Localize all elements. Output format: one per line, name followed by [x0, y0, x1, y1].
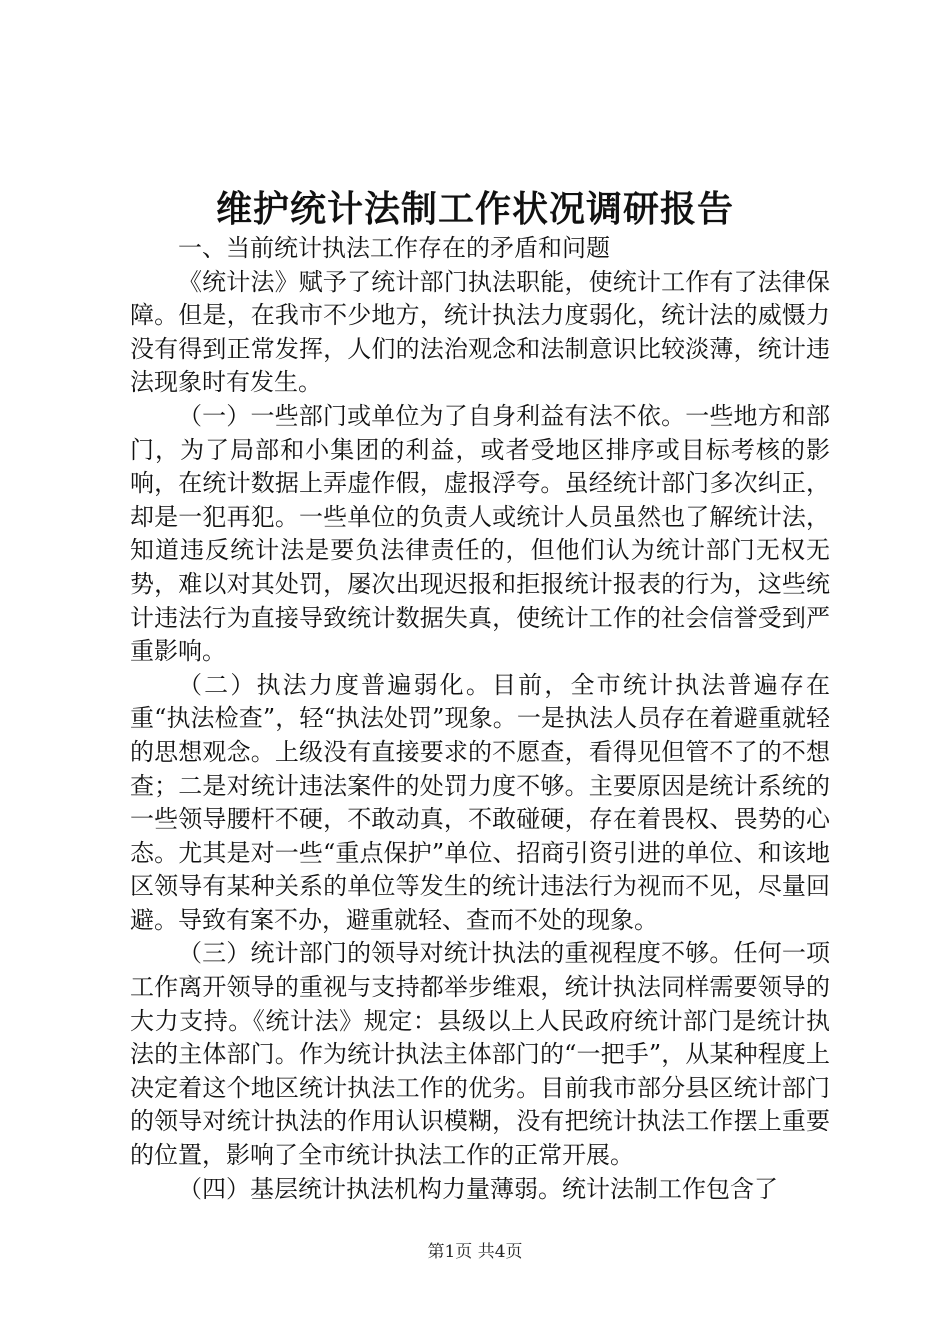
- document-title: 维护统计法制工作状况调研报告: [215, 189, 734, 230]
- paragraph-issue-4: （四）基层统计执法机构力量薄弱。统计法制工作包含了: [178, 1174, 778, 1203]
- page-number-footer: 第1页 共4页: [427, 1242, 523, 1262]
- paragraph-issue-1: （一）一些部门或单位为了自身利益有法不依。一些地方和部门，为了局部和小集团的利益，或者受地区排序或目标考核的影响，在统计数据上弄虚作假，虚报浮夸。虽经统计部门多次纠正，却是一犯再犯。一些单位的负责人或统计人员虽然也了解统计法，知道违反统计法是要负法律责任的，但他们认为统计部门无权无势，难以对其处罚，屡次出现迟报和拒报统计报表的行为，这些统计违法行为直接导致统计数据失真，使统计工作的社会信誉受到严重影响。: [130, 401, 830, 666]
- section-heading: 一、当前统计执法工作存在的矛盾和问题: [178, 234, 610, 262]
- paragraph-issue-2: （二）执法力度普遍弱化。目前，全市统计执法普遍存在重“执法检查”，轻“执法处罚”现象。一是执法人员存在着避重就轻的思想观念。上级没有直接要求的不愿查，看得见但管不了的不想查；二是对统计违法案件的处罚力度不够。主要原因是统计系统的一些领导腰杆不硬，不敢动真，不敢碰硬，存在着畏权、畏势的心态。尤其是对一些“重点保护”单位、招商引资引进的单位、和该地区领导有某种关系的单位等发生的统计违法行为视而不见，尽量回避。导致有案不办，避重就轻、查而不处的现象。: [130, 670, 830, 934]
- document-body: [130, 232, 830, 1206]
- paragraph-issue-3: （三）统计部门的领导对统计执法的重视程度不够。任何一项工作离开领导的重视与支持都举步维艰，统计执法同样需要领导的大力支持。《统计法》规定：县级以上人民政府统计部门是统计执法的主体部门。作为统计执法主体部门的“一把手”，从某种程度上决定着这个地区统计执法工作的优劣。目前我市部分县区统计部门的领导对统计执法的作用认识模糊，没有把统计执法工作摆上重要的位置，影响了全市统计执法工作的正常开展。: [130, 939, 830, 1170]
- paragraph-intro: 《统计法》赋予了统计部门执法职能，使统计工作有了法律保障。但是，在我市不少地方，统计执法力度弱化，统计法的威慑力没有得到正常发挥，人们的法治观念和法制意识比较淡薄，统计违法现象时有发生。: [130, 267, 830, 397]
